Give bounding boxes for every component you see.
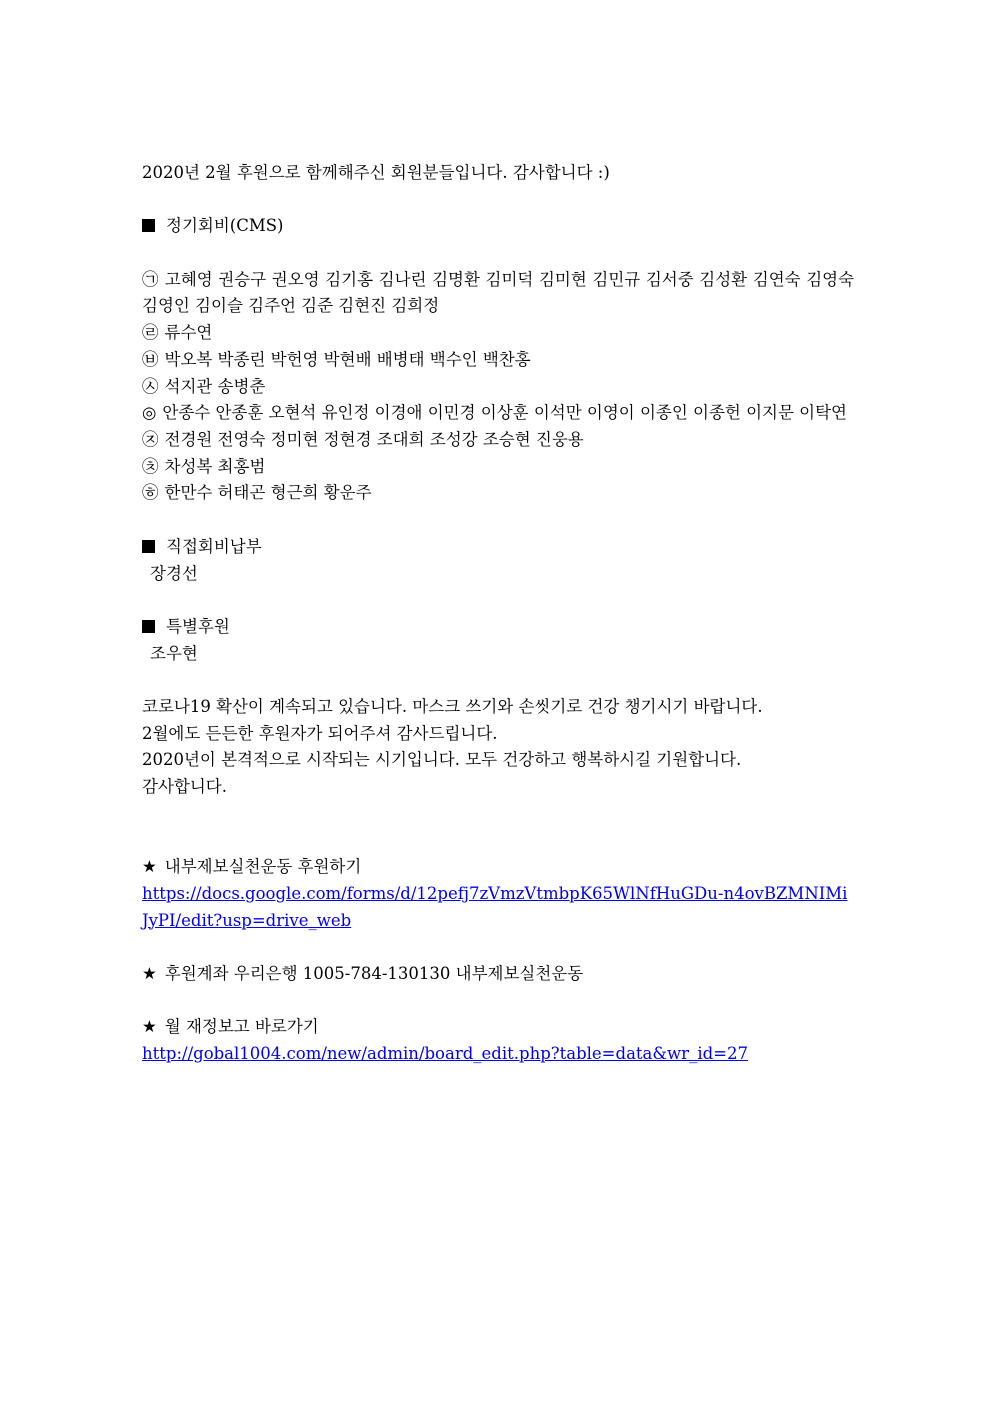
member-names: 한만수 허태곤 형근희 황운주 [164, 483, 372, 503]
member-group-ieung [142, 400, 854, 427]
report-heading [142, 1014, 854, 1041]
member-names: 류수연 [164, 323, 213, 343]
closing-line: 감사합니다. [142, 777, 227, 797]
spacer [142, 988, 854, 1015]
account-line [142, 961, 854, 988]
finance-report-link[interactable]: http://gobal1004.com/new/admin/board_edit.php?table=data&wr_id=27 [142, 1044, 748, 1064]
regular-dues-heading-text: 정기회비(CMS) [166, 216, 284, 236]
special-support-names: 조우현 [150, 643, 198, 663]
square-bullet-icon [142, 540, 155, 553]
spacer [142, 827, 854, 854]
initial-badge: ㉠ [142, 269, 159, 289]
initial-badge: ㉦ [142, 376, 159, 396]
direct-dues-heading [142, 534, 854, 561]
direct-dues-names: 장경선 [150, 563, 198, 583]
regular-dues-heading [142, 213, 854, 240]
member-group-giyeok [142, 267, 854, 320]
spacer [142, 187, 854, 214]
spacer [142, 587, 854, 614]
star-icon: ★ [142, 963, 157, 983]
star-icon: ★ [142, 1017, 157, 1037]
initial-badge: ◎ [142, 403, 157, 423]
initial-badge: ㉩ [142, 456, 159, 476]
member-names: 전경원 전영숙 정미현 정현경 조대희 조성강 조승현 진웅용 [164, 430, 584, 449]
closing-line: 2020년이 본격적으로 시작되는 시기입니다. 모두 건강하고 행복하시길 기원합니다. [142, 750, 742, 770]
document-page [142, 160, 854, 1068]
donate-form-link[interactable]: https://docs.google.com/forms/d/12pefj7zVmzVtmbpK65WlNfHuGDu-n4ovBZMNIMiJyPI/edit?usp=drive_web [142, 883, 848, 930]
star-icon: ★ [142, 857, 157, 877]
initial-badge: ㉭ [142, 483, 159, 503]
spacer [142, 240, 854, 267]
donate-label: 내부제보실천운동 후원하기 [164, 857, 362, 877]
member-names: 안종수 안종훈 오현석 유인정 이경애 이민경 이상훈 이석만 이영이 이종인 이종헌 이지문 이탁연 [162, 403, 847, 423]
direct-dues-heading-text: 직접회비납부 [166, 536, 262, 556]
member-group-hieut [142, 480, 854, 507]
member-group-jieut [142, 427, 854, 454]
member-group-bieup [142, 347, 854, 374]
intro-text: 2020년 2월 후원으로 함께해주신 회원분들입니다. 감사합니다 :) [142, 163, 610, 182]
closing-line: 코로나19 확산이 계속되고 있습니다. 마스크 쓰기와 손씻기로 건강 챙기시기 바랍니다. [142, 696, 763, 716]
account-label: 후원계좌 우리은행 1005-784-130130 내부제보실천운동 [164, 963, 584, 983]
spacer [142, 507, 854, 534]
member-names: 차성복 최홍범 [164, 456, 266, 476]
initial-badge: ㉨ [142, 430, 159, 449]
closing-line: 2월에도 든든한 후원자가 되어주셔 감사드립니다. [142, 723, 498, 743]
member-names: 고혜영 권승구 권오영 김기홍 김나린 김명환 김미덕 김미현 김민규 김서중 김성환 김연숙 김영숙 김영인 김이슬 김주언 김준 김현진 김희정 [142, 269, 855, 316]
donate-heading [142, 854, 854, 881]
special-support-heading [142, 614, 854, 641]
member-group-chieut [142, 454, 854, 481]
initial-badge: ㉥ [142, 349, 159, 369]
member-group-siot [142, 374, 854, 401]
member-names: 석지관 송병춘 [164, 376, 266, 396]
member-names: 박오복 박종린 박헌영 박현배 배병태 백수인 백찬홍 [164, 349, 531, 369]
initial-badge: ㉣ [142, 323, 159, 343]
member-group-rieul [142, 320, 854, 347]
spacer [142, 801, 854, 828]
spacer [142, 667, 854, 694]
spacer [142, 934, 854, 961]
special-support-heading-text: 특별후원 [166, 616, 230, 636]
square-bullet-icon [142, 219, 155, 232]
square-bullet-icon [142, 620, 155, 633]
report-label: 월 재정보고 바로가기 [164, 1017, 319, 1037]
